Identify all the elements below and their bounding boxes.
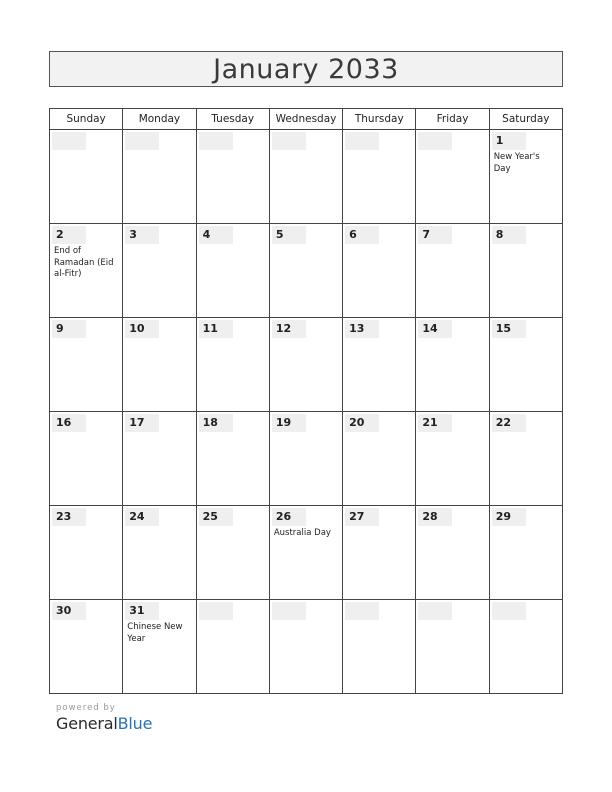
- weekday-header: Saturday: [489, 109, 562, 130]
- day-number: [492, 602, 526, 620]
- brand-general: General: [56, 714, 118, 733]
- day-cell[interactable]: [50, 318, 123, 412]
- weekday-header: Wednesday: [269, 109, 342, 130]
- day-cell[interactable]: [269, 600, 342, 694]
- day-number: 30: [52, 602, 86, 620]
- day-cell[interactable]: [343, 224, 416, 318]
- day-cell[interactable]: [416, 600, 489, 694]
- day-cell[interactable]: [489, 412, 562, 506]
- day-number: 9: [52, 320, 86, 338]
- day-number: 13: [345, 320, 379, 338]
- week-row: [50, 412, 563, 506]
- day-cell[interactable]: [343, 130, 416, 224]
- day-number: 17: [125, 414, 159, 432]
- holiday-label: New Year's Day: [493, 152, 540, 174]
- day-number: [418, 602, 452, 620]
- day-number: 19: [272, 414, 306, 432]
- day-cell[interactable]: [416, 412, 489, 506]
- day-cell[interactable]: [343, 600, 416, 694]
- day-cell[interactable]: [489, 600, 562, 694]
- day-cell[interactable]: [196, 506, 269, 600]
- day-cell[interactable]: [196, 600, 269, 694]
- day-cell[interactable]: [269, 318, 342, 412]
- day-cell[interactable]: [489, 224, 562, 318]
- calendar-title: January 2033: [213, 53, 399, 85]
- day-cell[interactable]: [416, 506, 489, 600]
- day-number: 14: [418, 320, 452, 338]
- day-cell[interactable]: [489, 130, 562, 224]
- day-number: 16: [52, 414, 86, 432]
- day-number: 5: [272, 226, 306, 244]
- day-number: 25: [199, 508, 233, 526]
- holiday-label: Chinese New Year: [127, 622, 183, 644]
- day-number: [272, 132, 306, 150]
- day-number: 22: [492, 414, 526, 432]
- day-cell[interactable]: [269, 130, 342, 224]
- day-cell[interactable]: [123, 412, 196, 506]
- day-cell[interactable]: [269, 506, 342, 600]
- day-number: 7: [418, 226, 452, 244]
- holiday-label: Australia Day: [273, 528, 331, 538]
- weekday-header: Monday: [123, 109, 196, 130]
- day-number: 10: [125, 320, 159, 338]
- powered-by-text: powered by: [56, 703, 116, 713]
- day-cell[interactable]: [50, 130, 123, 224]
- day-cell[interactable]: [343, 506, 416, 600]
- day-cell[interactable]: [123, 600, 196, 694]
- calendar-grid: [49, 108, 563, 694]
- day-number: [418, 132, 452, 150]
- day-number: 20: [345, 414, 379, 432]
- day-number: [52, 132, 86, 150]
- holiday-label: End of Ramadan (Eid al-Fitr): [54, 246, 114, 279]
- day-number: 11: [199, 320, 233, 338]
- day-cell[interactable]: [269, 412, 342, 506]
- day-number: 24: [125, 508, 159, 526]
- day-number: 27: [345, 508, 379, 526]
- generalblue-logo[interactable]: [56, 714, 152, 733]
- day-cell[interactable]: [50, 600, 123, 694]
- day-cell[interactable]: [123, 224, 196, 318]
- day-number: 28: [418, 508, 452, 526]
- day-number: 23: [52, 508, 86, 526]
- day-cell[interactable]: [196, 130, 269, 224]
- week-row: [50, 318, 563, 412]
- day-cell[interactable]: [196, 412, 269, 506]
- day-number: 29: [492, 508, 526, 526]
- day-number: 6: [345, 226, 379, 244]
- day-cell[interactable]: [416, 224, 489, 318]
- weekday-header: Tuesday: [196, 109, 269, 130]
- calendar-title-box: [49, 51, 563, 87]
- day-cell[interactable]: [489, 506, 562, 600]
- day-cell[interactable]: [343, 412, 416, 506]
- weekday-header: Thursday: [343, 109, 416, 130]
- day-cell[interactable]: [196, 224, 269, 318]
- day-number: [345, 602, 379, 620]
- day-number: 21: [418, 414, 452, 432]
- day-cell[interactable]: [123, 506, 196, 600]
- day-cell[interactable]: [416, 130, 489, 224]
- day-cell[interactable]: [196, 318, 269, 412]
- weekday-header-row: [50, 109, 563, 130]
- day-number: 31: [125, 602, 159, 620]
- weekday-header: Sunday: [50, 109, 123, 130]
- footer-branding: [56, 703, 152, 733]
- week-row: [50, 130, 563, 224]
- week-row: [50, 506, 563, 600]
- week-row: [50, 224, 563, 318]
- day-number: [345, 132, 379, 150]
- day-cell[interactable]: [416, 318, 489, 412]
- day-number: 2: [52, 226, 86, 244]
- day-number: [199, 132, 233, 150]
- week-row: [50, 600, 563, 694]
- day-cell[interactable]: [123, 130, 196, 224]
- day-number: 12: [272, 320, 306, 338]
- day-number: 26: [272, 508, 306, 526]
- day-number: [272, 602, 306, 620]
- day-cell[interactable]: [50, 224, 123, 318]
- day-number: 18: [199, 414, 233, 432]
- day-number: 1: [492, 132, 526, 150]
- day-number: [125, 132, 159, 150]
- day-number: 4: [199, 226, 233, 244]
- day-cell[interactable]: [50, 412, 123, 506]
- day-number: 3: [125, 226, 159, 244]
- weekday-header: Friday: [416, 109, 489, 130]
- day-cell[interactable]: [343, 318, 416, 412]
- day-number: 15: [492, 320, 526, 338]
- day-cell[interactable]: [50, 506, 123, 600]
- day-number: 8: [492, 226, 526, 244]
- brand-blue: Blue: [117, 714, 153, 733]
- day-cell[interactable]: [123, 318, 196, 412]
- calendar-body: [50, 130, 563, 694]
- day-number: [199, 602, 233, 620]
- day-cell[interactable]: [269, 224, 342, 318]
- day-cell[interactable]: [489, 318, 562, 412]
